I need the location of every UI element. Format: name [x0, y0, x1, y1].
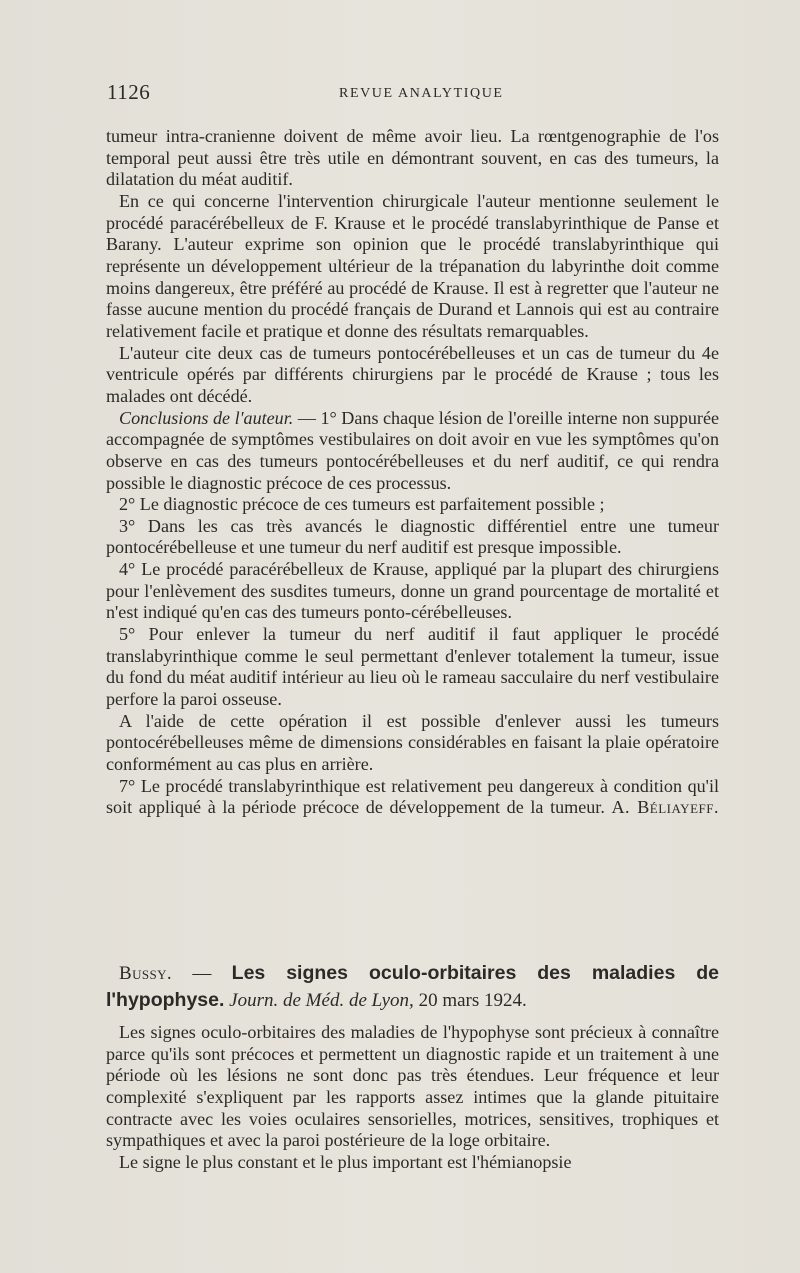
paragraph: tumeur intra-cranienne doivent de même avoir lieu. La rœntgenographie de l'os temporal peut aussi être très utile en démontrant souvent, en cas des tumeurs, la dilatation du méat auditif.: [106, 126, 719, 190]
article-heading: [106, 960, 719, 1014]
paragraph: En ce qui concerne l'intervention chirurgicale l'auteur mentionne seulement le procédé paracérébelleux de F. Krause et le procédé translabyrinthique de Panse et Barany. L'auteur exprime son opinion que le procédé translabyrinthique qui représente un développement ultérieur de la trépanation du labyrinthe doit comme moins dangereux, être préféré au procédé de Krause. Il est à regretter que l'auteur ne fasse aucune mention du procédé français de Durand et Lannois qui est au contraire relativement facile et pratique et donne des résultats remarquables.: [106, 190, 719, 341]
paragraph-text: 7° Le procédé translabyrinthique est relativement peu dangereux à condition qu'il soit appliqué à la période précoce de développement de la tumeur.: [106, 775, 719, 818]
article-date: 20 mars 1924.: [413, 990, 527, 1011]
running-head: REVUE ANALYTIQUE: [339, 86, 504, 101]
heading-dash: —: [172, 963, 232, 984]
page-header: [107, 80, 717, 110]
paragraph: 2° Le diagnostic précoce de ces tumeurs est parfaitement possible ;: [119, 494, 605, 515]
paragraph: 5° Pour enlever la tumeur du nerf auditif il faut appliquer le procédé translabyrinthique comme le seul permettant d'enlever totalement la tumeur, issue du fond du méat auditif intérieur au lieu où le rameau sacculaire du nerf vestibulaire perfore la paroi osseuse.: [106, 624, 719, 710]
article-author: Bussy.: [119, 963, 173, 984]
conclusions-label: Conclusions de l'auteur.: [119, 407, 294, 428]
signature: A. Béliayeff.: [611, 797, 719, 818]
article-body-1: [106, 126, 719, 819]
paragraph: [106, 776, 719, 819]
page-number: 1126: [107, 80, 151, 104]
paragraph: 4° Le procédé paracérébelleux de Krause, appliqué par la plupart des chirurgiens pour l'enlèvement des susdites tumeurs, donne un grand pourcentage de mortalité et n'est indiqué qu'en cas des tumeurs ponto-cérébelleuses.: [106, 559, 719, 623]
paragraph: 3° Dans les cas très avancés le diagnostic différentiel entre une tumeur pontocérébelleuse et une tumeur du nerf auditif est presque impossible.: [106, 515, 719, 558]
article-body-2: [106, 960, 719, 1174]
paragraph: Le signe le plus constant et le plus important est l'hémianopsie: [119, 1151, 572, 1172]
conclusions-text: — 1° Dans chaque lésion de l'oreille interne non suppurée accompagnée de symptômes vestibulaires on doit avoir en vue les symptômes qu'on observe en cas des tumeurs pontocérébelleuses et du nerf auditif, ce qui rendra possible le diagnostic précoce de ces processus.: [106, 407, 720, 493]
paragraph: [106, 408, 719, 495]
paragraph: Les signes oculo-orbitaires des maladies de l'hypophyse sont précieux à connaître parce qu'ils sont précoces et permettent un diagnostic rapide et un traitement à une période où les lésions ne sont donc pas très étendues. Leur fréquence et leur complexité s'expliquent par les rapports assez intimes que la glande pituitaire contracte avec les voies oculaires sensorielles, motrices, sensitives, trophiques et sympathiques et avec la paroi postérieure de la loge orbitaire.: [106, 1022, 719, 1151]
paragraph: A l'aide de cette opération il est possible d'enlever aussi les tumeurs pontocérébelleuses même de dimensions considérables en faisant la plaie opératoire conformément au cas plus en arrière.: [106, 710, 719, 775]
article-title: Les signes oculo-orbitaires des maladies de l'hypophyse.: [106, 962, 719, 1011]
article-source: Journ. de Méd. de Lyon,: [229, 990, 414, 1011]
paragraph: L'auteur cite deux cas de tumeurs pontocérébelleuses et un cas de tumeur du 4e ventricule opérés par différents chirurgiens par le procédé de Krause ; tous les malades ont décédé.: [106, 342, 719, 406]
